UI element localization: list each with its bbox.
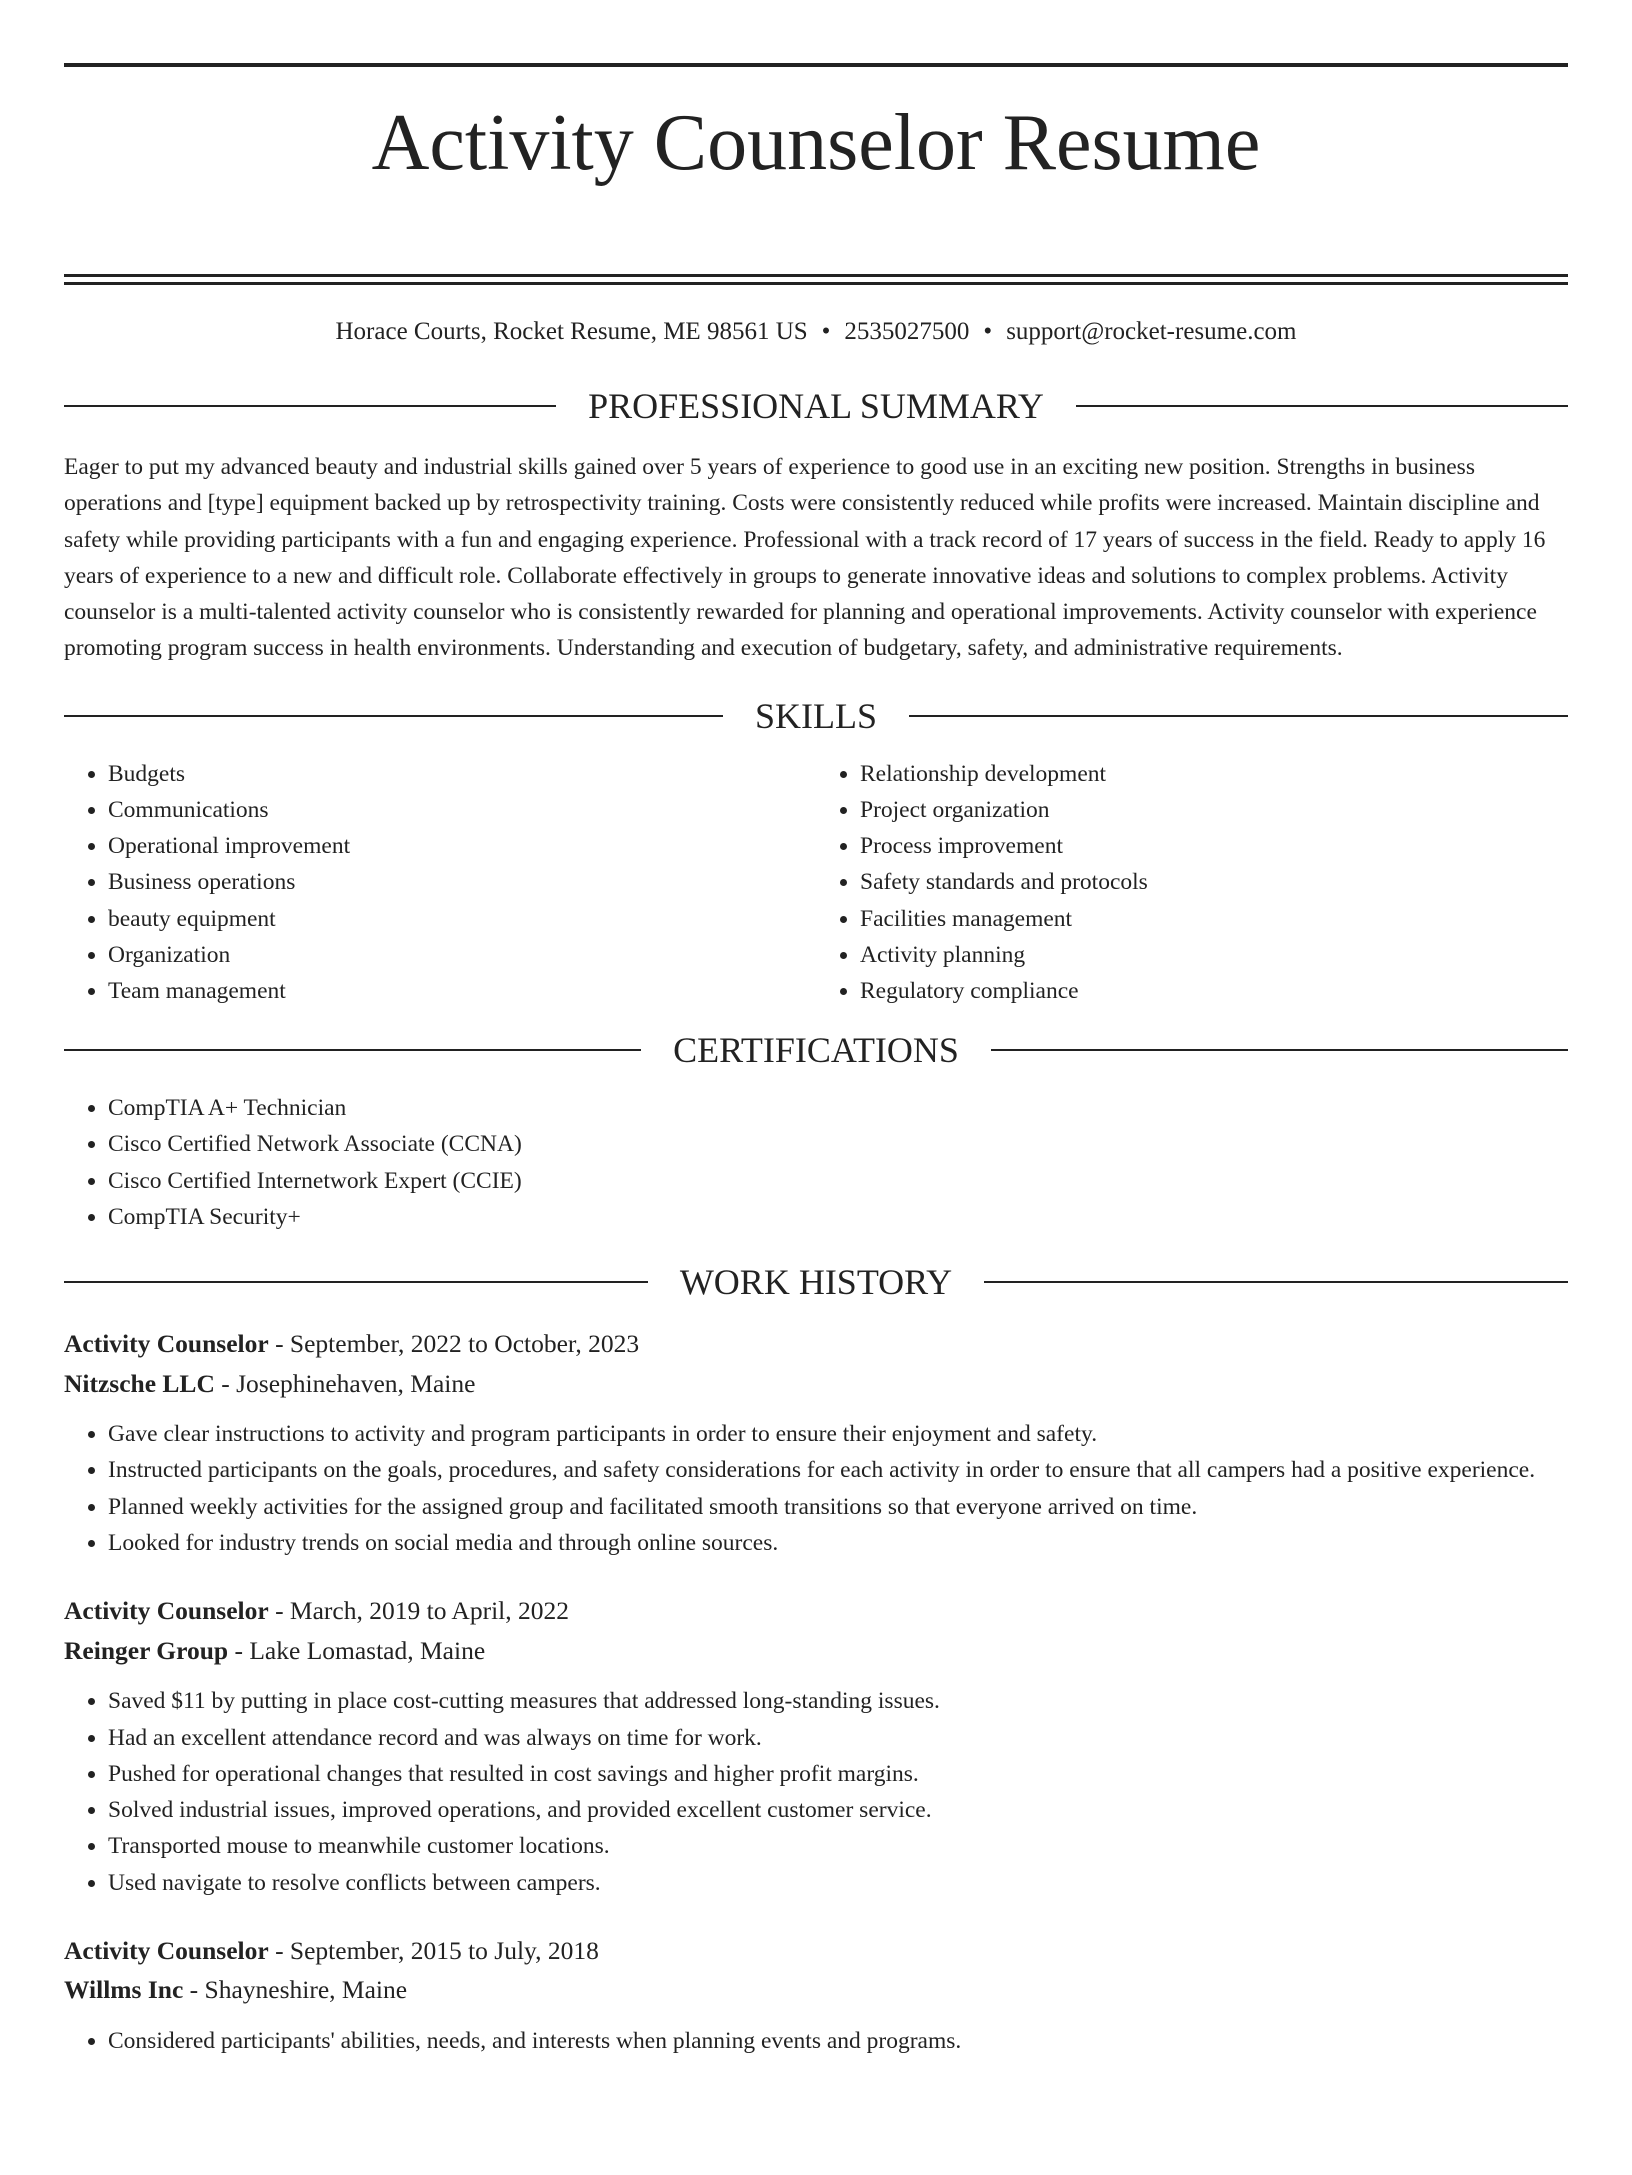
job-company: Willms Inc xyxy=(64,1975,184,2005)
job-title: Activity Counselor xyxy=(64,1596,269,1626)
title-double-rule xyxy=(64,274,1568,285)
summary-text: Eager to put my advanced beauty and industrial skills gained over 5 years of experience to good use in an exciting new position. Strengths in business operations and [type] equipment backed up by retrospectivity training. Costs were consistently reduced while profits were increased. Maintain discipline and safety while providing participants with a fun and engaging experience. Professional with a track record of 17 years of success in the field. Ready to apply 16 years of experience to a new and difficult role. Collaborate effectively in groups to generate innovative ideas and solutions to complex problems. Activity counselor is a multi-talented activity counselor who is consistently rewarded for planning and operational improvements. Activity counselor with experience promoting program success in health environments. Understanding and execution of budgetary, safety, and administrative requirements. xyxy=(64,454,1546,662)
skill-item: • Safety standards and protocols xyxy=(860,864,1568,900)
skill-item: • Operational improvement xyxy=(108,828,816,864)
contact-email: support@rocket-resume.com xyxy=(1006,318,1297,345)
skills-column-right xyxy=(816,756,1568,1009)
skills-heading-label: SKILLS xyxy=(755,695,878,736)
job-dates: - March, 2019 to April, 2022 xyxy=(268,1596,569,1626)
certification-item: • CompTIA A+ Technician xyxy=(108,1090,1568,1126)
job-company: Reinger Group xyxy=(64,1635,229,1665)
job-bullet: • Looked for industry trends on social media and through online sources. xyxy=(108,1525,1568,1561)
job-dates: - September, 2022 to October, 2023 xyxy=(268,1329,640,1359)
top-rule xyxy=(64,63,1568,67)
contact-line xyxy=(64,315,1568,349)
job-bullet: • Transported mouse to meanwhile customer locations. xyxy=(108,1828,1568,1864)
skills-list xyxy=(64,756,1568,1009)
skill-item: • beauty equipment xyxy=(108,901,816,937)
skills-column-left xyxy=(64,756,816,1009)
heading-rule-left xyxy=(64,405,556,407)
skill-item: • Project organization xyxy=(860,792,1568,828)
certifications-list xyxy=(64,1090,1568,1235)
job-bullets xyxy=(64,1416,1568,1561)
skill-item: • Regulatory compliance xyxy=(860,973,1568,1009)
work-history-heading-label: WORK HISTORY xyxy=(679,1262,953,1303)
contact-separator: • xyxy=(983,318,993,345)
job-bullet: • Planned weekly activities for the assigned group and facilitated smooth transitions so that everyone arrived on time. xyxy=(108,1489,1568,1525)
job-title: Activity Counselor xyxy=(64,1935,269,1965)
job-location: - Shayneshire, Maine xyxy=(183,1975,408,2005)
skill-item: • Organization xyxy=(108,937,816,973)
skill-item: • Relationship development xyxy=(860,756,1568,792)
summary-heading-label: PROFESSIONAL SUMMARY xyxy=(588,386,1044,426)
skill-item: • Communications xyxy=(108,792,816,828)
job-title-line xyxy=(64,1591,1568,1631)
certification-item: • Cisco Certified Network Associate (CCNA) xyxy=(108,1126,1568,1162)
job-bullet: • Solved industrial issues, improved operations, and provided excellent customer service. xyxy=(108,1792,1568,1828)
work-history-heading xyxy=(64,1260,1568,1304)
job-bullet: • Used navigate to resolve conflicts between campers. xyxy=(108,1865,1568,1901)
job-company-line xyxy=(64,1970,1568,2010)
certifications-heading xyxy=(64,1028,1568,1072)
contact-address: Horace Courts, Rocket Resume, ME 98561 US xyxy=(335,318,808,345)
skill-item: • Business operations xyxy=(108,864,816,900)
job-title-line xyxy=(64,1324,1568,1364)
skills-heading xyxy=(64,694,1568,738)
job-bullet: • Had an excellent attendance record and was always on time for work. xyxy=(108,1720,1568,1756)
job-entry xyxy=(64,1931,1568,2059)
job-location: - Josephinehaven, Maine xyxy=(214,1368,476,1398)
resume-page xyxy=(0,63,1632,2175)
heading-rule-left xyxy=(64,1281,648,1283)
job-dates: - September, 2015 to July, 2018 xyxy=(268,1935,599,1965)
skill-item: • Facilities management xyxy=(860,901,1568,937)
job-bullet: • Gave clear instructions to activity and program participants in order to ensure their enjoyment and safety. xyxy=(108,1416,1568,1452)
job-location: - Lake Lomastad, Maine xyxy=(228,1635,486,1665)
heading-rule-left xyxy=(64,1049,641,1051)
job-company: Nitzsche LLC xyxy=(64,1368,215,1398)
skill-item: • Activity planning xyxy=(860,937,1568,973)
job-entry xyxy=(64,1324,1568,1561)
job-bullets xyxy=(64,1683,1568,1901)
skill-item: • Process improvement xyxy=(860,828,1568,864)
contact-separator: • xyxy=(821,318,831,345)
page-title: Activity Counselor Resume xyxy=(371,99,1261,187)
heading-rule-right xyxy=(909,715,1568,717)
job-company-line xyxy=(64,1631,1568,1671)
heading-rule-right xyxy=(991,1049,1568,1051)
job-bullet: • Pushed for operational changes that resulted in cost savings and higher profit margins. xyxy=(108,1756,1568,1792)
job-bullet: • Considered participants' abilities, needs, and interests when planning events and programs. xyxy=(108,2023,1568,2059)
job-bullet: • Instructed participants on the goals, procedures, and safety considerations for each activity in order to ensure that all campers had a positive experience. xyxy=(108,1452,1568,1488)
heading-rule-left xyxy=(64,715,723,717)
job-entry xyxy=(64,1591,1568,1901)
skill-item: • Team management xyxy=(108,973,816,1009)
certification-item: • CompTIA Security+ xyxy=(108,1199,1568,1235)
skill-item: • Budgets xyxy=(108,756,816,792)
job-company-line xyxy=(64,1364,1568,1404)
certification-item: • Cisco Certified Internetwork Expert (CCIE) xyxy=(108,1163,1568,1199)
job-bullet: • Saved $11 by putting in place cost-cutting measures that addressed long-standing issues. xyxy=(108,1683,1568,1719)
job-bullets xyxy=(64,2023,1568,2059)
summary-heading xyxy=(64,384,1568,428)
certifications-heading-label: CERTIFICATIONS xyxy=(673,1030,959,1071)
contact-phone: 2535027500 xyxy=(844,318,970,345)
heading-rule-right xyxy=(1076,405,1568,407)
heading-rule-right xyxy=(984,1281,1568,1283)
job-title-line xyxy=(64,1931,1568,1971)
job-title: Activity Counselor xyxy=(64,1329,269,1359)
